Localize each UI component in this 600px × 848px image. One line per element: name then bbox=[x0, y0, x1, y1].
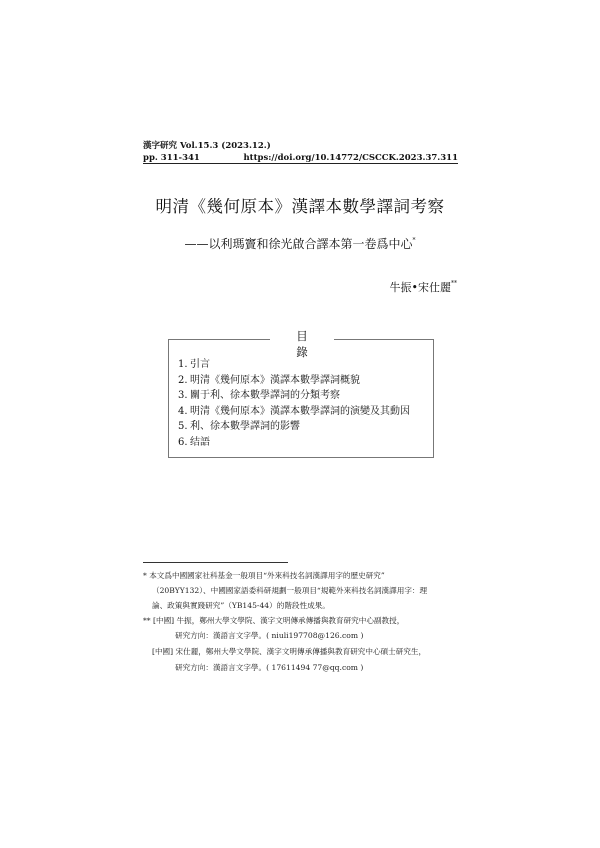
toc-item[interactable] bbox=[178, 419, 410, 435]
doi-link[interactable]: https://doi.org/10.14772/CSCCK.2023.37.311 bbox=[243, 153, 458, 163]
toc-item-number: 3. bbox=[178, 390, 188, 402]
toc-item[interactable] bbox=[178, 373, 410, 389]
journal-volume: 漢字研究 Vol.15.3 (2023.12.) bbox=[143, 141, 271, 151]
footnote-funding-line-1: * 本文爲中國國家社科基金一般項目“外來科技名詞漢譯用字的歷史研究” bbox=[143, 571, 385, 580]
author-line bbox=[390, 279, 458, 295]
footnote-author2-line-2: 研究方向：漢語言文字學。( 17611494 77@qq.com ) bbox=[175, 663, 364, 672]
toc-list bbox=[178, 357, 410, 451]
page-range: pp. 311-341 bbox=[143, 153, 200, 163]
toc-item-text: 利、徐本數學譯詞的影響 bbox=[190, 421, 300, 433]
footnote-divider bbox=[143, 562, 288, 563]
subtitle-text: ——以利瑪竇和徐光啟合譯本第一卷爲中心 bbox=[184, 237, 413, 251]
toc-item-number: 6. bbox=[178, 436, 188, 448]
paper-title: 明清《幾何原本》漢譯本數學譯詞考察 bbox=[155, 197, 445, 216]
toc-item-text: 關于利、徐本數學譯詞的分類考察 bbox=[190, 390, 340, 402]
toc-item-text: 引言 bbox=[190, 359, 210, 370]
footnote-funding-line-2: （20BYY132）、中國國家語委科研規劃一般項目“規範外來科技名詞漢譯用字：理 bbox=[152, 586, 428, 595]
footnote-author1-line-2: 研究方向：漢語言文字學。( niuli197708@126.com ) bbox=[175, 631, 364, 640]
footnote-author2-line-1: [中國] 宋仕麗，鄭州大學文學院、漢字文明傳承傳播與教育研究中心碩士研究生， bbox=[152, 647, 427, 656]
toc-item-text: 明清《幾何原本》漢譯本數學譯詞概貌 bbox=[190, 374, 360, 386]
toc-item[interactable] bbox=[178, 357, 410, 373]
footnote-author1-line-1: ** [中國] 牛振，鄭州大學文學院、漢字文明傳承傳播與教育研究中心副教授， bbox=[143, 616, 405, 625]
header-divider bbox=[143, 163, 458, 164]
paper-subtitle bbox=[0, 235, 600, 252]
toc-item-number: 1. bbox=[178, 359, 188, 370]
toc-item-number: 2. bbox=[178, 374, 188, 386]
author-names: 牛振•宋仕麗 bbox=[389, 281, 451, 294]
toc-item-number: 4. bbox=[178, 405, 188, 417]
toc-item-number: 5. bbox=[178, 421, 188, 433]
author-footnote-mark: ** bbox=[451, 280, 457, 287]
toc-item[interactable] bbox=[178, 388, 410, 404]
toc-item-text: 结語 bbox=[190, 436, 210, 448]
toc-item-text: 明清《幾何原本》漢譯本數學譯詞的演變及其動因 bbox=[190, 405, 410, 417]
subtitle-footnote-mark: * bbox=[412, 237, 416, 244]
toc-item[interactable] bbox=[178, 435, 410, 451]
footnote-funding-line-3: 論、政策與實踐研究”（YB145-44）的階段性成果。 bbox=[152, 601, 330, 610]
toc-heading: 目 錄 bbox=[270, 328, 334, 360]
toc-item[interactable] bbox=[178, 404, 410, 420]
